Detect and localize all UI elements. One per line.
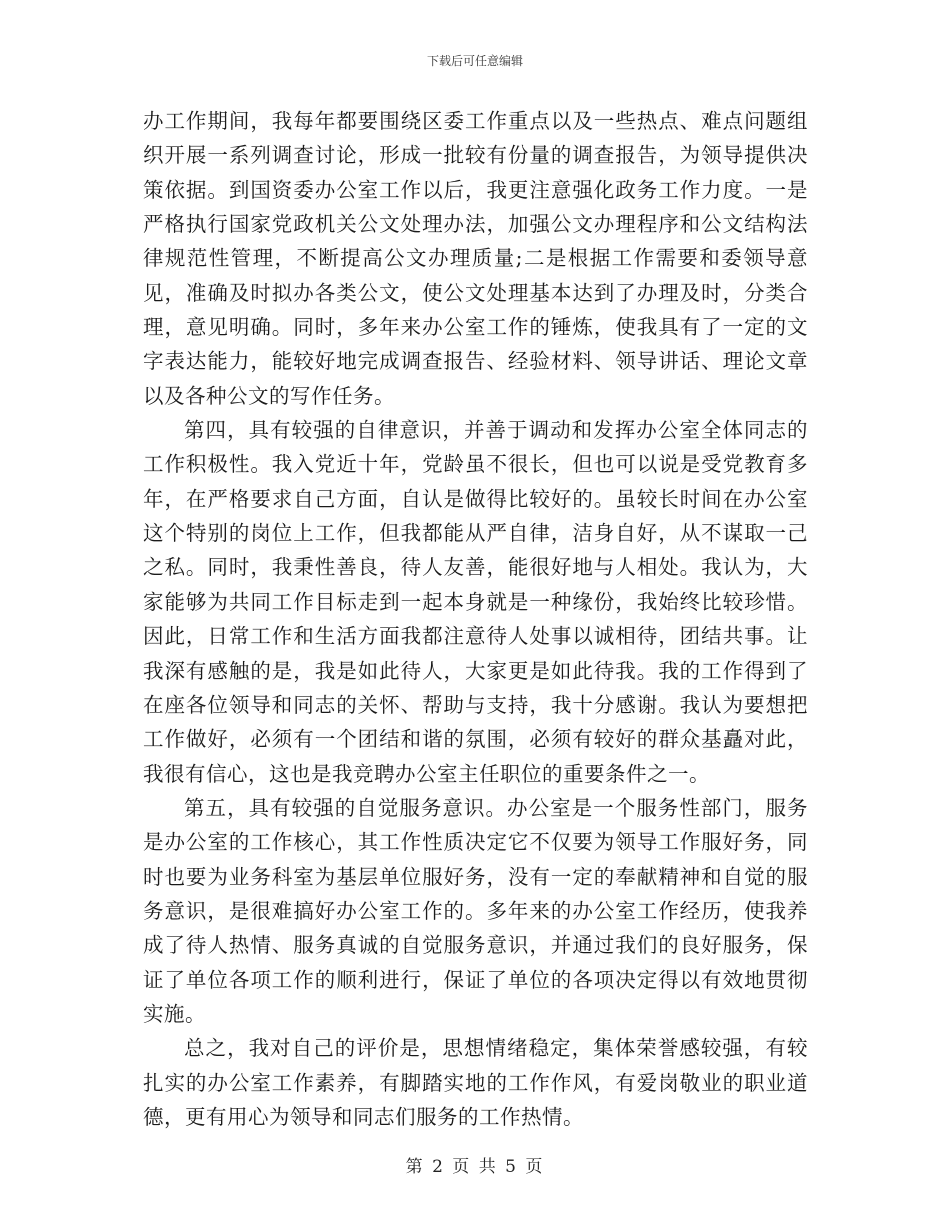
total-page-count: 5 — [505, 1157, 518, 1177]
document-body — [143, 104, 808, 1134]
current-page-number: 2 — [432, 1157, 445, 1177]
page-header: 下载后可任意编辑 — [426, 54, 523, 68]
footer-middle: 页 共 — [452, 1157, 498, 1177]
footer-prefix: 第 — [405, 1157, 425, 1177]
paragraph-conclusion: 总之，我对自己的评价是，思想情绪稳定，集体荣誉感较强，有较扎实的办公室工作素养，有脚踏实地的工作作风，有爱岗敬业的职业道德，更有用心为领导和同志们服务的工作热情。 — [143, 1036, 808, 1129]
paragraph-continuation: 办工作期间，我每年都要围绕区委工作重点以及一些热点、难点问题组织开展一系列调查讨论，形成一批较有份量的调查报告，为领导提供决策依据。到国资委办公室工作以后，我更注意强化政务工作力度。一是严格执行国家党政机关公文处理办法，加强公文办理程序和公文结构法律规范性管理，不断提高公文办理质量;二是根据工作需要和委领导意见，准确及时拟办各类公文，使公文处理基本达到了办理及时，分类合理，意见明确。同时，多年来办公室工作的锤炼，使我具有了一定的文字表达能力，能较好地完成调查报告、经验材料、领导讲话、理论文章以及各种公文的写作任务。 — [143, 109, 808, 408]
paragraph-point-five: 第五，具有较强的自觉服务意识。办公室是一个服务性部门，服务是办公室的工作核心，其工作性质决定它不仅要为领导工作服好务，同时也要为业务科室为基层单位服好务，没有一定的奉献精神和自觉的服务意识，是很难搞好办公室工作的。多年来的办公室工作经历，使我养成了待人热情、服务真诚的自觉服务意识，并通过我们的良好服务，保证了单位各项工作的顺利进行，保证了单位的各项决定得以有效地贯彻实施。 — [143, 795, 808, 1026]
paragraph-point-four: 第四，具有较强的自律意识，并善于调动和发挥办公室全体同志的工作积极性。我入党近十年，党龄虽不很长，但也可以说是受党教育多年，在严格要求自己方面，自认是做得比较好的。虽较长时间在办公室这个特别的岗位上工作，但我都能从严自律，洁身自好，从不谋取一己之私。同时，我秉性善良，待人友善，能很好地与人相处。我认为，大家能够为共同工作目标走到一起本身就是一种缘份，我始终比较珍惜。因此，日常工作和生活方面我都注意待人处事以诚相待，团结共事。让我深有感触的是，我是如此待人，大家更是如此待我。我的工作得到了在座各位领导和同志的关怀、帮助与支持，我十分感谢。我认为要想把工作做好，必须有一个团结和谐的氛围，必须有较好的群众基矗对此，我很有信心，这也是我竞聘办公室主任职位的重要条件之一。 — [143, 418, 808, 786]
footer-suffix: 页 — [525, 1157, 545, 1177]
page-footer — [0, 1152, 950, 1177]
